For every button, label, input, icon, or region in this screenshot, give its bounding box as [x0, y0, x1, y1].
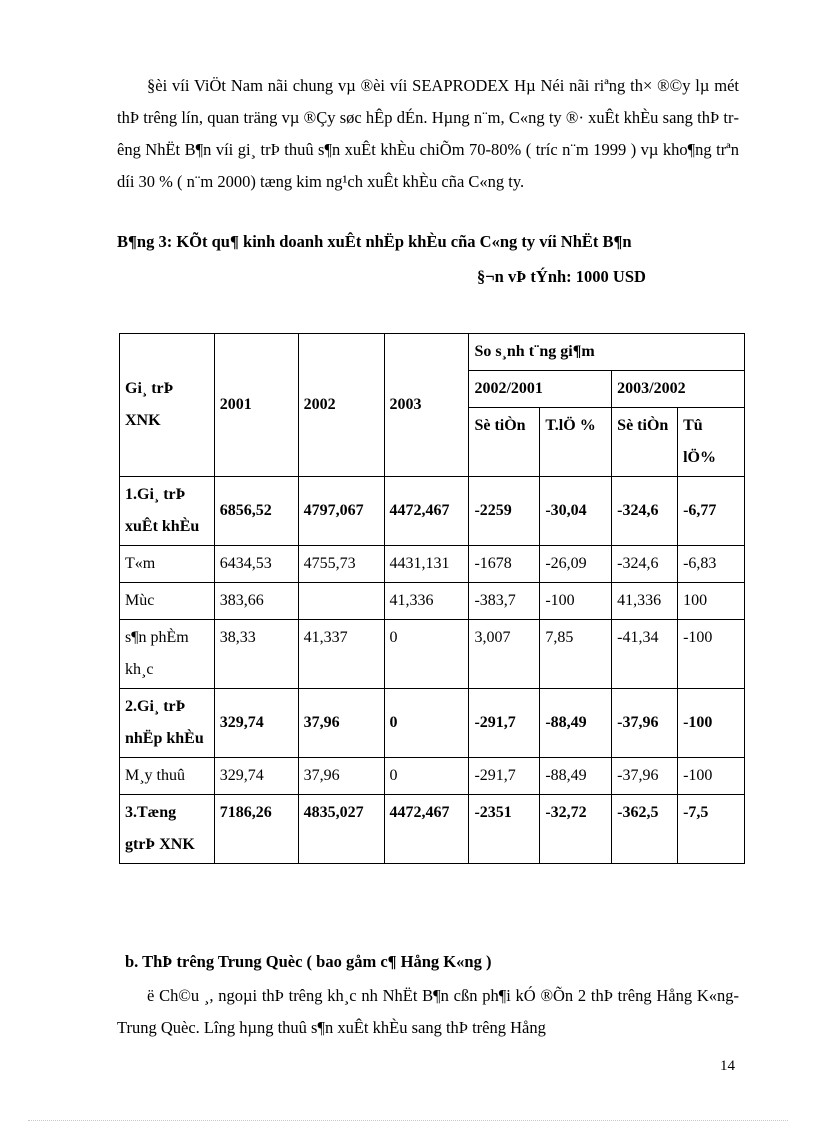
row-label: M¸y thuû [120, 758, 215, 795]
row-label: 1.Gi¸ trÞ xuÊt khÈu [120, 477, 215, 546]
row-label: T«m [120, 546, 215, 583]
cell-2002: 4835,027 [298, 795, 384, 864]
table-title: B¶ng 3: KÕt qu¶ kinh doanh xuÊt nhËp khÈu cña C«ng ty víi NhËt B¶n [117, 232, 632, 251]
cell-2001: 38,33 [214, 620, 298, 689]
cell-diff-1: -383,7 [469, 583, 540, 620]
header-p2-amount: Sè tiÒn [612, 408, 678, 477]
cell-diff-1: -2259 [469, 477, 540, 546]
cell-pct-2: -100 [678, 689, 745, 758]
cell-pct-1: -32,72 [540, 795, 612, 864]
cell-2002: 41,337 [298, 620, 384, 689]
table-row [120, 583, 745, 620]
row-label: Mùc [120, 583, 215, 620]
row-label: 2.Gi¸ trÞ nhËp khÈu [120, 689, 215, 758]
cell-diff-2: -324,6 [612, 546, 678, 583]
cell-pct-2: -7,5 [678, 795, 745, 864]
table-row [120, 546, 745, 583]
cell-diff-1: -1678 [469, 546, 540, 583]
cell-pct-1: -88,49 [540, 758, 612, 795]
cell-2002: 4755,73 [298, 546, 384, 583]
cell-pct-1: -30,04 [540, 477, 612, 546]
header-2001: 2001 [214, 334, 298, 477]
cell-diff-2: -41,34 [612, 620, 678, 689]
cell-2001: 6434,53 [214, 546, 298, 583]
header-2003: 2003 [384, 334, 469, 477]
cell-2003: 4472,467 [384, 477, 469, 546]
cell-pct-1: -100 [540, 583, 612, 620]
header-p1-amount: Sè tiÒn [469, 408, 540, 477]
cell-2001: 329,74 [214, 758, 298, 795]
cell-2001: 6856,52 [214, 477, 298, 546]
cell-pct-2: -6,83 [678, 546, 745, 583]
results-table [119, 333, 745, 864]
unit-label: §¬n vÞ tÝnh: 1000 USD [477, 267, 646, 286]
cell-2002: 4797,067 [298, 477, 384, 546]
cell-diff-2: -37,96 [612, 758, 678, 795]
cell-pct-1: 7,85 [540, 620, 612, 689]
table-row [120, 620, 745, 689]
row-label: 3.Tæng gtrÞ XNK [120, 795, 215, 864]
header-item: Gi¸ trÞ XNK [120, 334, 215, 477]
intro-paragraph: §èi víi ViÖt Nam nãi chung vµ ®èi víi SEAPRODEX Hµ Néi nãi riªng th× ®©y lµ mét thÞ trêng lín, quan träng vµ ®Çy søc hÊp dÉn. Hµng n¨m, C«ng ty ®· xuÊt khÈu sang thÞ trêng NhËt B¶n víi gi¸ trÞ thuû s¶n xuÊt khÈu chiÕm 70-80% ( tríc n¨m 1999 ) vµ kho¶ng trªn díi 30 % ( n¨m 2000) tæng kim ng¹ch xuÊt khÈu cña C«ng ty. [117, 76, 739, 191]
cell-diff-1: 3,007 [469, 620, 540, 689]
cell-diff-2: -37,96 [612, 689, 678, 758]
cell-2003: 0 [384, 689, 469, 758]
section-b-paragraph: ë Ch©u ¸, ngoµi thÞ trêng kh¸c nh NhËt B¶n cßn ph¶i kÓ ®Õn 2 thÞ trêng Hång K«ng- Trung Quèc. Lîng hµng thuû s¶n xuÊt khÈu sang thÞ trêng Hång [117, 986, 739, 1037]
cell-2002 [298, 583, 384, 620]
cell-pct-2: 100 [678, 583, 745, 620]
section-b-heading: b. ThÞ trêng Trung Quèc ( bao gåm c¶ Hång K«ng ) [125, 952, 492, 971]
cell-diff-2: -324,6 [612, 477, 678, 546]
cell-pct-1: -26,09 [540, 546, 612, 583]
header-row-1 [120, 334, 745, 371]
cell-diff-2: 41,336 [612, 583, 678, 620]
cell-pct-2: -100 [678, 620, 745, 689]
cell-2001: 7186,26 [214, 795, 298, 864]
header-period-2: 2003/2002 [612, 371, 745, 408]
table-row [120, 477, 745, 546]
cell-2003: 4431,131 [384, 546, 469, 583]
cell-2003: 0 [384, 758, 469, 795]
cell-pct-2: -100 [678, 758, 745, 795]
header-2002: 2002 [298, 334, 384, 477]
cell-pct-2: -6,77 [678, 477, 745, 546]
table-row [120, 758, 745, 795]
cell-diff-1: -291,7 [469, 758, 540, 795]
cell-2002: 37,96 [298, 758, 384, 795]
row-label: s¶n phÈm kh¸c [120, 620, 215, 689]
table-row [120, 795, 745, 864]
page-number: 14 [720, 1058, 735, 1074]
cell-2003: 4472,467 [384, 795, 469, 864]
cell-pct-1: -88,49 [540, 689, 612, 758]
cell-2001: 383,66 [214, 583, 298, 620]
cell-2003: 41,336 [384, 583, 469, 620]
page-bottom-divider [28, 1120, 788, 1121]
header-p1-percent: T.lÖ % [540, 408, 612, 477]
cell-2001: 329,74 [214, 689, 298, 758]
header-compare: So s¸nh t¨ng gi¶m [469, 334, 745, 371]
cell-diff-1: -291,7 [469, 689, 540, 758]
table-row [120, 689, 745, 758]
cell-2002: 37,96 [298, 689, 384, 758]
header-period-1: 2002/2001 [469, 371, 612, 408]
header-p2-percent: Tû lÖ% [678, 408, 745, 477]
cell-diff-1: -2351 [469, 795, 540, 864]
cell-2003: 0 [384, 620, 469, 689]
cell-diff-2: -362,5 [612, 795, 678, 864]
